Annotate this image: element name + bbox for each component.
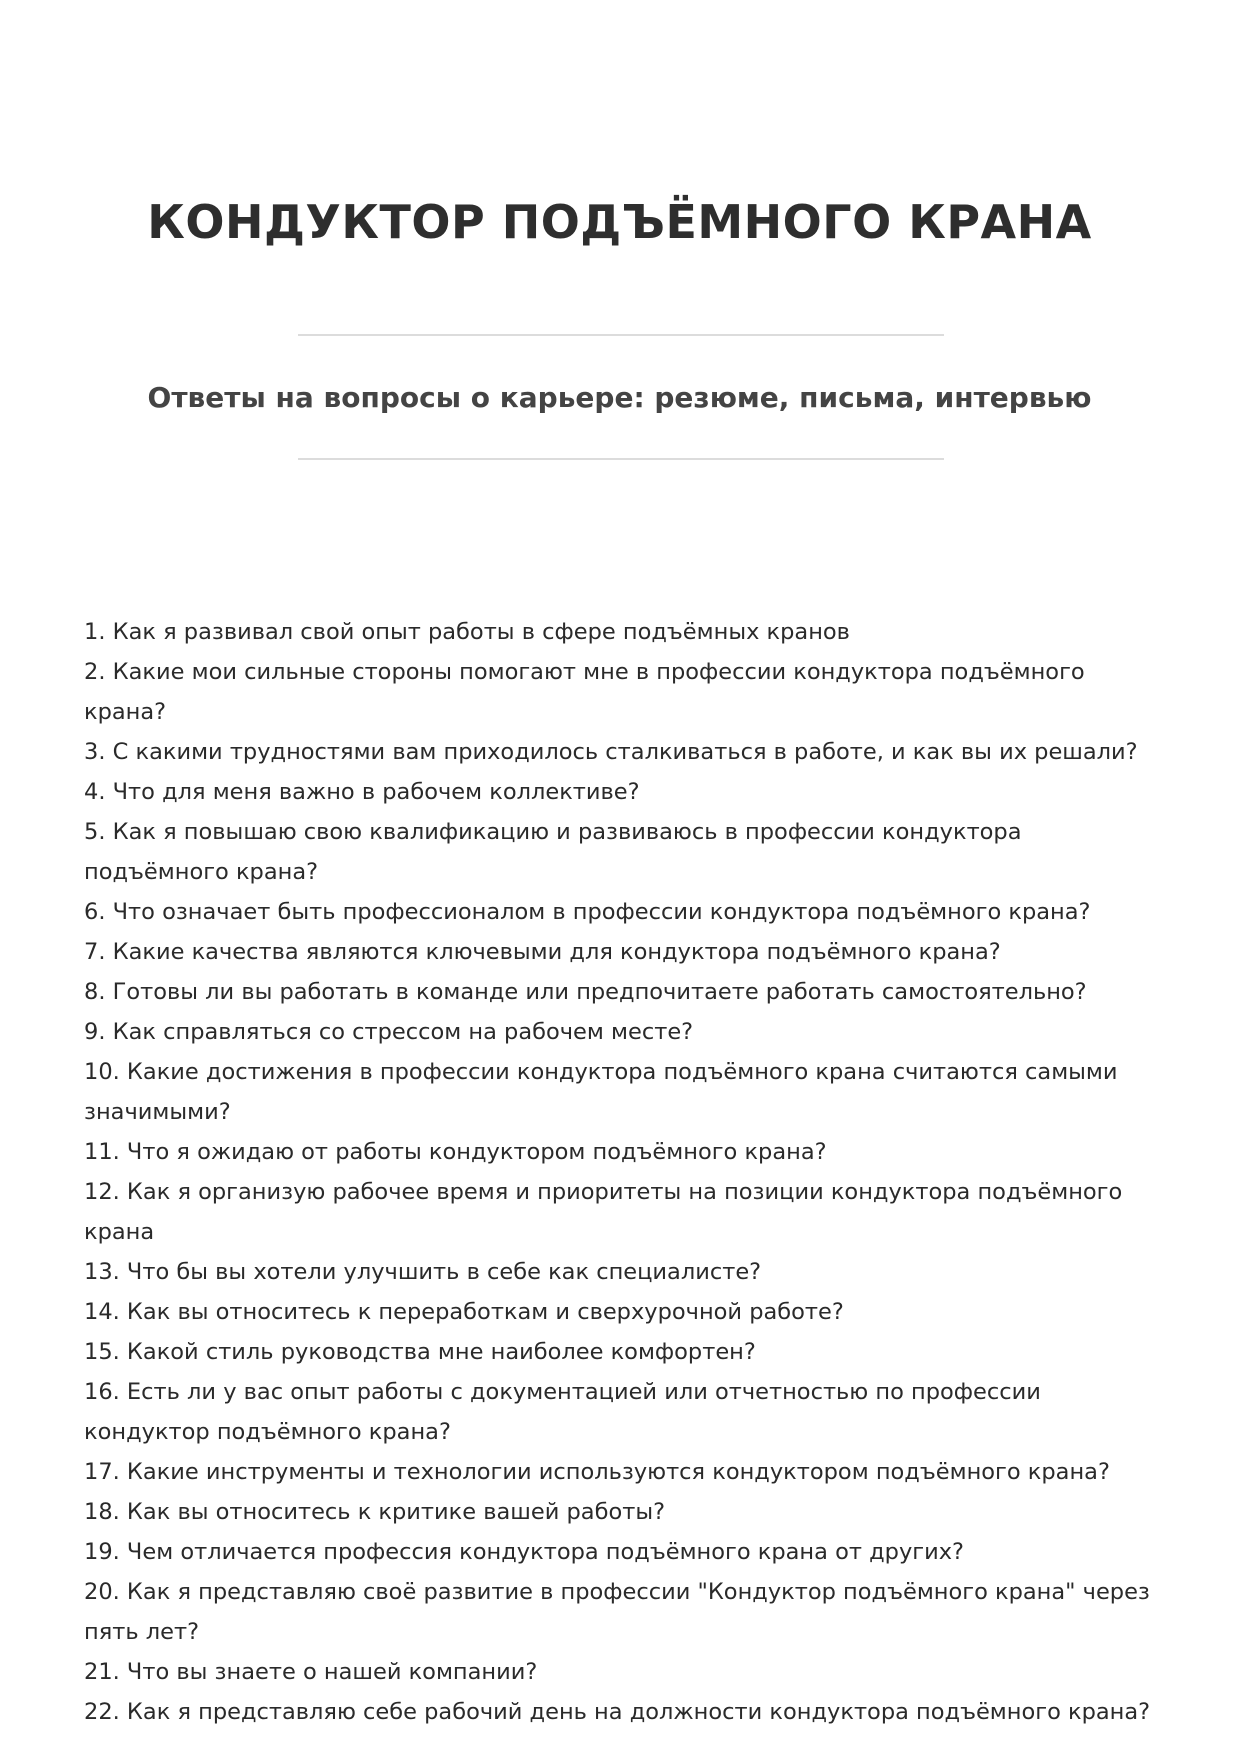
divider-top xyxy=(298,334,944,336)
question-item: 19. Чем отличается профессия кондуктора подъёмного крана от других? xyxy=(84,1539,964,1565)
question-item: 7. Какие качества являются ключевыми для кондуктора подъёмного крана? xyxy=(84,939,1001,965)
question-item: 20. Как я представляю своё развитие в профессии "Кондуктор подъёмного крана" через пять лет? xyxy=(84,1579,1150,1645)
question-item: 22. Как я представляю себе рабочий день на должности кондуктора подъёмного крана? xyxy=(84,1699,1151,1725)
question-item: 2. Какие мои сильные стороны помогают мне в профессии кондуктора подъёмного крана? xyxy=(84,659,1085,725)
page-title: КОНДУКТОР ПОДЪЁМНОГО КРАНА xyxy=(147,195,1092,249)
page-subtitle: Ответы на вопросы о карьере: резюме, письма, интервью xyxy=(147,381,1092,414)
question-item: 14. Как вы относитесь к переработкам и сверхурочной работе? xyxy=(84,1299,844,1325)
divider-bottom xyxy=(298,458,944,460)
question-item: 3. С какими трудностями вам приходилось сталкиваться в работе, и как вы их решали? xyxy=(84,739,1138,765)
question-item: 10. Какие достижения в профессии кондуктора подъёмного крана считаются самыми значимыми? xyxy=(84,1059,1118,1125)
question-item: 18. Как вы относитесь к критике вашей работы? xyxy=(84,1499,666,1525)
question-item: 21. Что вы знаете о нашей компании? xyxy=(84,1659,538,1685)
question-item: 1. Как я развивал свой опыт работы в сфере подъёмных кранов xyxy=(84,619,850,645)
question-list xyxy=(84,612,1164,1732)
question-item: 6. Что означает быть профессионалом в профессии кондуктора подъёмного крана? xyxy=(84,899,1091,925)
question-item: 9. Как справляться со стрессом на рабочем месте? xyxy=(84,1019,694,1045)
question-item: 13. Что бы вы хотели улучшить в себе как специалисте? xyxy=(84,1259,762,1285)
question-item: 11. Что я ожидаю от работы кондуктором подъёмного крана? xyxy=(84,1139,827,1165)
question-item: 8. Готовы ли вы работать в команде или предпочитаете работать самостоятельно? xyxy=(84,979,1087,1005)
question-item: 12. Как я организую рабочее время и приоритеты на позиции кондуктора подъёмного крана xyxy=(84,1179,1123,1245)
question-item: 16. Есть ли у вас опыт работы с документацией или отчетностью по профессии кондуктор подъёмного крана? xyxy=(84,1379,1041,1445)
question-item: 15. Какой стиль руководства мне наиболее комфортен? xyxy=(84,1339,756,1365)
question-item: 17. Какие инструменты и технологии используются кондуктором подъёмного крана? xyxy=(84,1459,1110,1485)
question-item: 4. Что для меня важно в рабочем коллективе? xyxy=(84,779,640,805)
question-item: 5. Как я повышаю свою квалификацию и развиваюсь в профессии кондуктора подъёмного крана? xyxy=(84,819,1022,885)
